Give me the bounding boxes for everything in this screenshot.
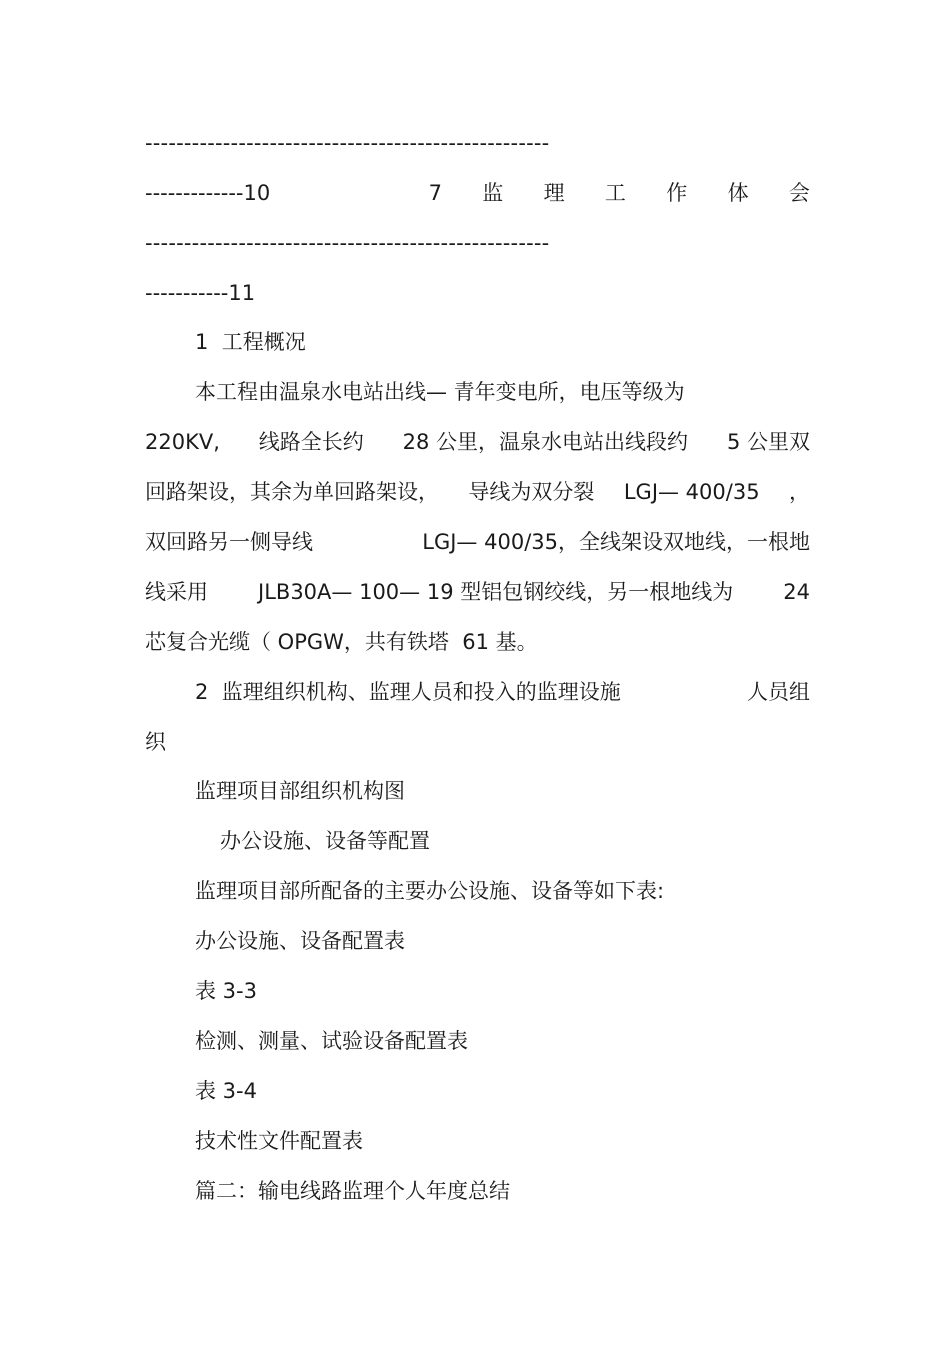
toc-title-char: 作 [666, 181, 688, 205]
toc-leader: -------------10 [145, 181, 271, 205]
text-run: 线采用 [145, 580, 208, 604]
text-run: LGJ— 400/35，全线架设双地线，一根地 [422, 530, 810, 554]
section-heading [195, 678, 810, 706]
toc-title-char: 工 [604, 181, 626, 205]
chapter-heading: 篇二：输电线路监理个人年度总结 [195, 1179, 510, 1203]
text-run: 人员组 [747, 680, 810, 704]
toc-title-char: 监 [482, 181, 504, 205]
paragraph-line [145, 428, 810, 456]
text-run: 5 公里双 [726, 430, 810, 454]
paragraph-line: 监理项目部组织机构图 [195, 779, 405, 803]
table-caption: 技术性文件配置表 [195, 1129, 363, 1153]
paragraph-line [145, 578, 810, 606]
text-run: JLB30A— 100— 19 型铝包钢绞线，另一根地线为 [258, 580, 734, 604]
paragraph-line: 监理项目部所配备的主要办公设施、设备等如下表: [195, 879, 665, 903]
paragraph-line [145, 478, 810, 506]
table-caption: 检测、测量、试验设备配置表 [195, 1029, 468, 1053]
toc-dash-line: ---------------------------------------------------- [145, 131, 550, 155]
paragraph-line: 织 [145, 730, 166, 754]
toc-title-char: 理 [543, 181, 565, 205]
paragraph-line: 办公设施、设备等配置 [220, 829, 430, 853]
paragraph-line [145, 528, 810, 556]
toc-page-number: -----------11 [145, 281, 256, 305]
paragraph-line: 本工程由温泉水电站出线— 青年变电所，电压等级为 [195, 380, 685, 404]
toc-section-number: 7 [428, 181, 442, 205]
section-heading: 1 工程概况 [195, 330, 306, 354]
text-run: 双回路另一侧导线 [145, 530, 313, 554]
text-run: ， [789, 480, 810, 504]
toc-dash-line: ---------------------------------------------------- [145, 231, 550, 255]
text-run: 回路架设，其余为单回路架设， [145, 480, 439, 504]
toc-title-char: 会 [788, 181, 810, 205]
text-run: LGJ— 400/35 [623, 480, 760, 504]
toc-entry-7 [145, 179, 810, 207]
table-caption: 办公设施、设备配置表 [195, 929, 405, 953]
text-run: 220KV, [145, 430, 220, 454]
toc-title-char: 体 [727, 181, 749, 205]
text-run: 导线为双分裂 [468, 480, 595, 504]
text-run: 24 [783, 580, 810, 604]
table-number: 表 3-3 [195, 979, 257, 1003]
text-run: 2 监理组织机构、监理人员和投入的监理设施 [195, 680, 621, 704]
paragraph-line: 芯复合光缆（ OPGW，共有铁塔 61 基。 [145, 630, 538, 654]
text-run: 线路全长约 [258, 430, 364, 454]
text-run: 28 公里，温泉水电站出线段约 [402, 430, 689, 454]
table-number: 表 3-4 [195, 1079, 257, 1103]
